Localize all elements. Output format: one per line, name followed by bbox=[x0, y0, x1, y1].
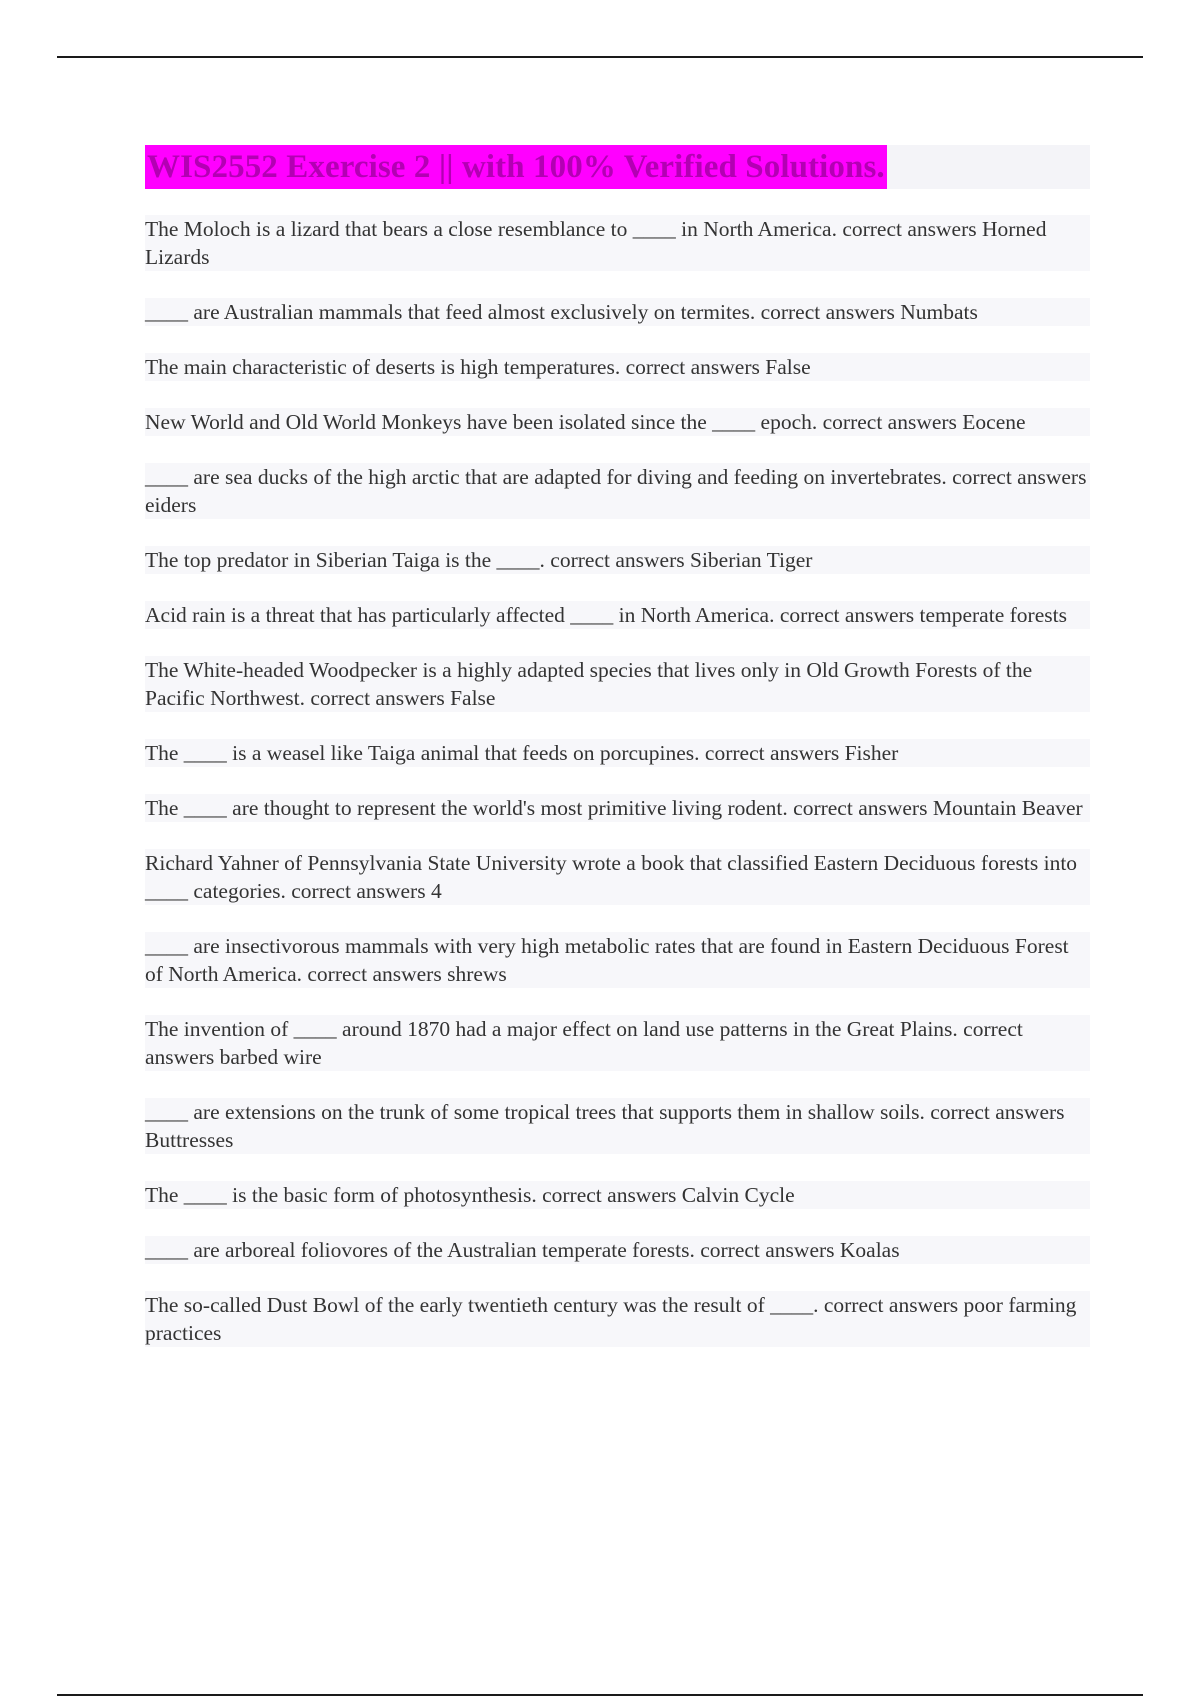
qa-item: The main characteristic of deserts is high temperatures. correct answers False bbox=[145, 353, 1090, 381]
qa-item: Acid rain is a threat that has particularly affected ____ in North America. correct answers temperate forests bbox=[145, 601, 1090, 629]
qa-item: ____ are Australian mammals that feed almost exclusively on termites. correct answers Numbats bbox=[145, 298, 1090, 326]
qa-item: ____ are extensions on the trunk of some tropical trees that supports them in shallow soils. correct answers Buttresses bbox=[145, 1098, 1090, 1154]
document-title: WIS2552 Exercise 2 || with 100% Verified Solutions. bbox=[145, 145, 887, 189]
qa-item: The White-headed Woodpecker is a highly adapted species that lives only in Old Growth Forests of the Pacific Northwest. correct answers False bbox=[145, 656, 1090, 712]
qa-item: ____ are insectivorous mammals with very high metabolic rates that are found in Eastern Deciduous Forest of North America. correct answers shrews bbox=[145, 932, 1090, 988]
document-body bbox=[145, 145, 1090, 1374]
title-row bbox=[145, 145, 1090, 189]
qa-item: The ____ are thought to represent the world's most primitive living rodent. correct answers Mountain Beaver bbox=[145, 794, 1090, 822]
qa-item: New World and Old World Monkeys have been isolated since the ____ epoch. correct answers Eocene bbox=[145, 408, 1090, 436]
qa-item: The invention of ____ around 1870 had a major effect on land use patterns in the Great Plains. correct answers barbed wire bbox=[145, 1015, 1090, 1071]
top-rule bbox=[57, 56, 1143, 58]
qa-item: Richard Yahner of Pennsylvania State University wrote a book that classified Eastern Deciduous forests into ____ categories. correct answers 4 bbox=[145, 849, 1090, 905]
bottom-rule bbox=[57, 1694, 1143, 1696]
qa-item: The ____ is a weasel like Taiga animal that feeds on porcupines. correct answers Fisher bbox=[145, 739, 1090, 767]
qa-item: The Moloch is a lizard that bears a close resemblance to ____ in North America. correct answers Horned Lizards bbox=[145, 215, 1090, 271]
qa-item: ____ are sea ducks of the high arctic that are adapted for diving and feeding on invertebrates. correct answers eiders bbox=[145, 463, 1090, 519]
qa-item: ____ are arboreal foliovores of the Australian temperate forests. correct answers Koalas bbox=[145, 1236, 1090, 1264]
qa-item: The top predator in Siberian Taiga is the ____. correct answers Siberian Tiger bbox=[145, 546, 1090, 574]
qa-item: The so-called Dust Bowl of the early twentieth century was the result of ____. correct answers poor farming practices bbox=[145, 1291, 1090, 1347]
qa-item: The ____ is the basic form of photosynthesis. correct answers Calvin Cycle bbox=[145, 1181, 1090, 1209]
